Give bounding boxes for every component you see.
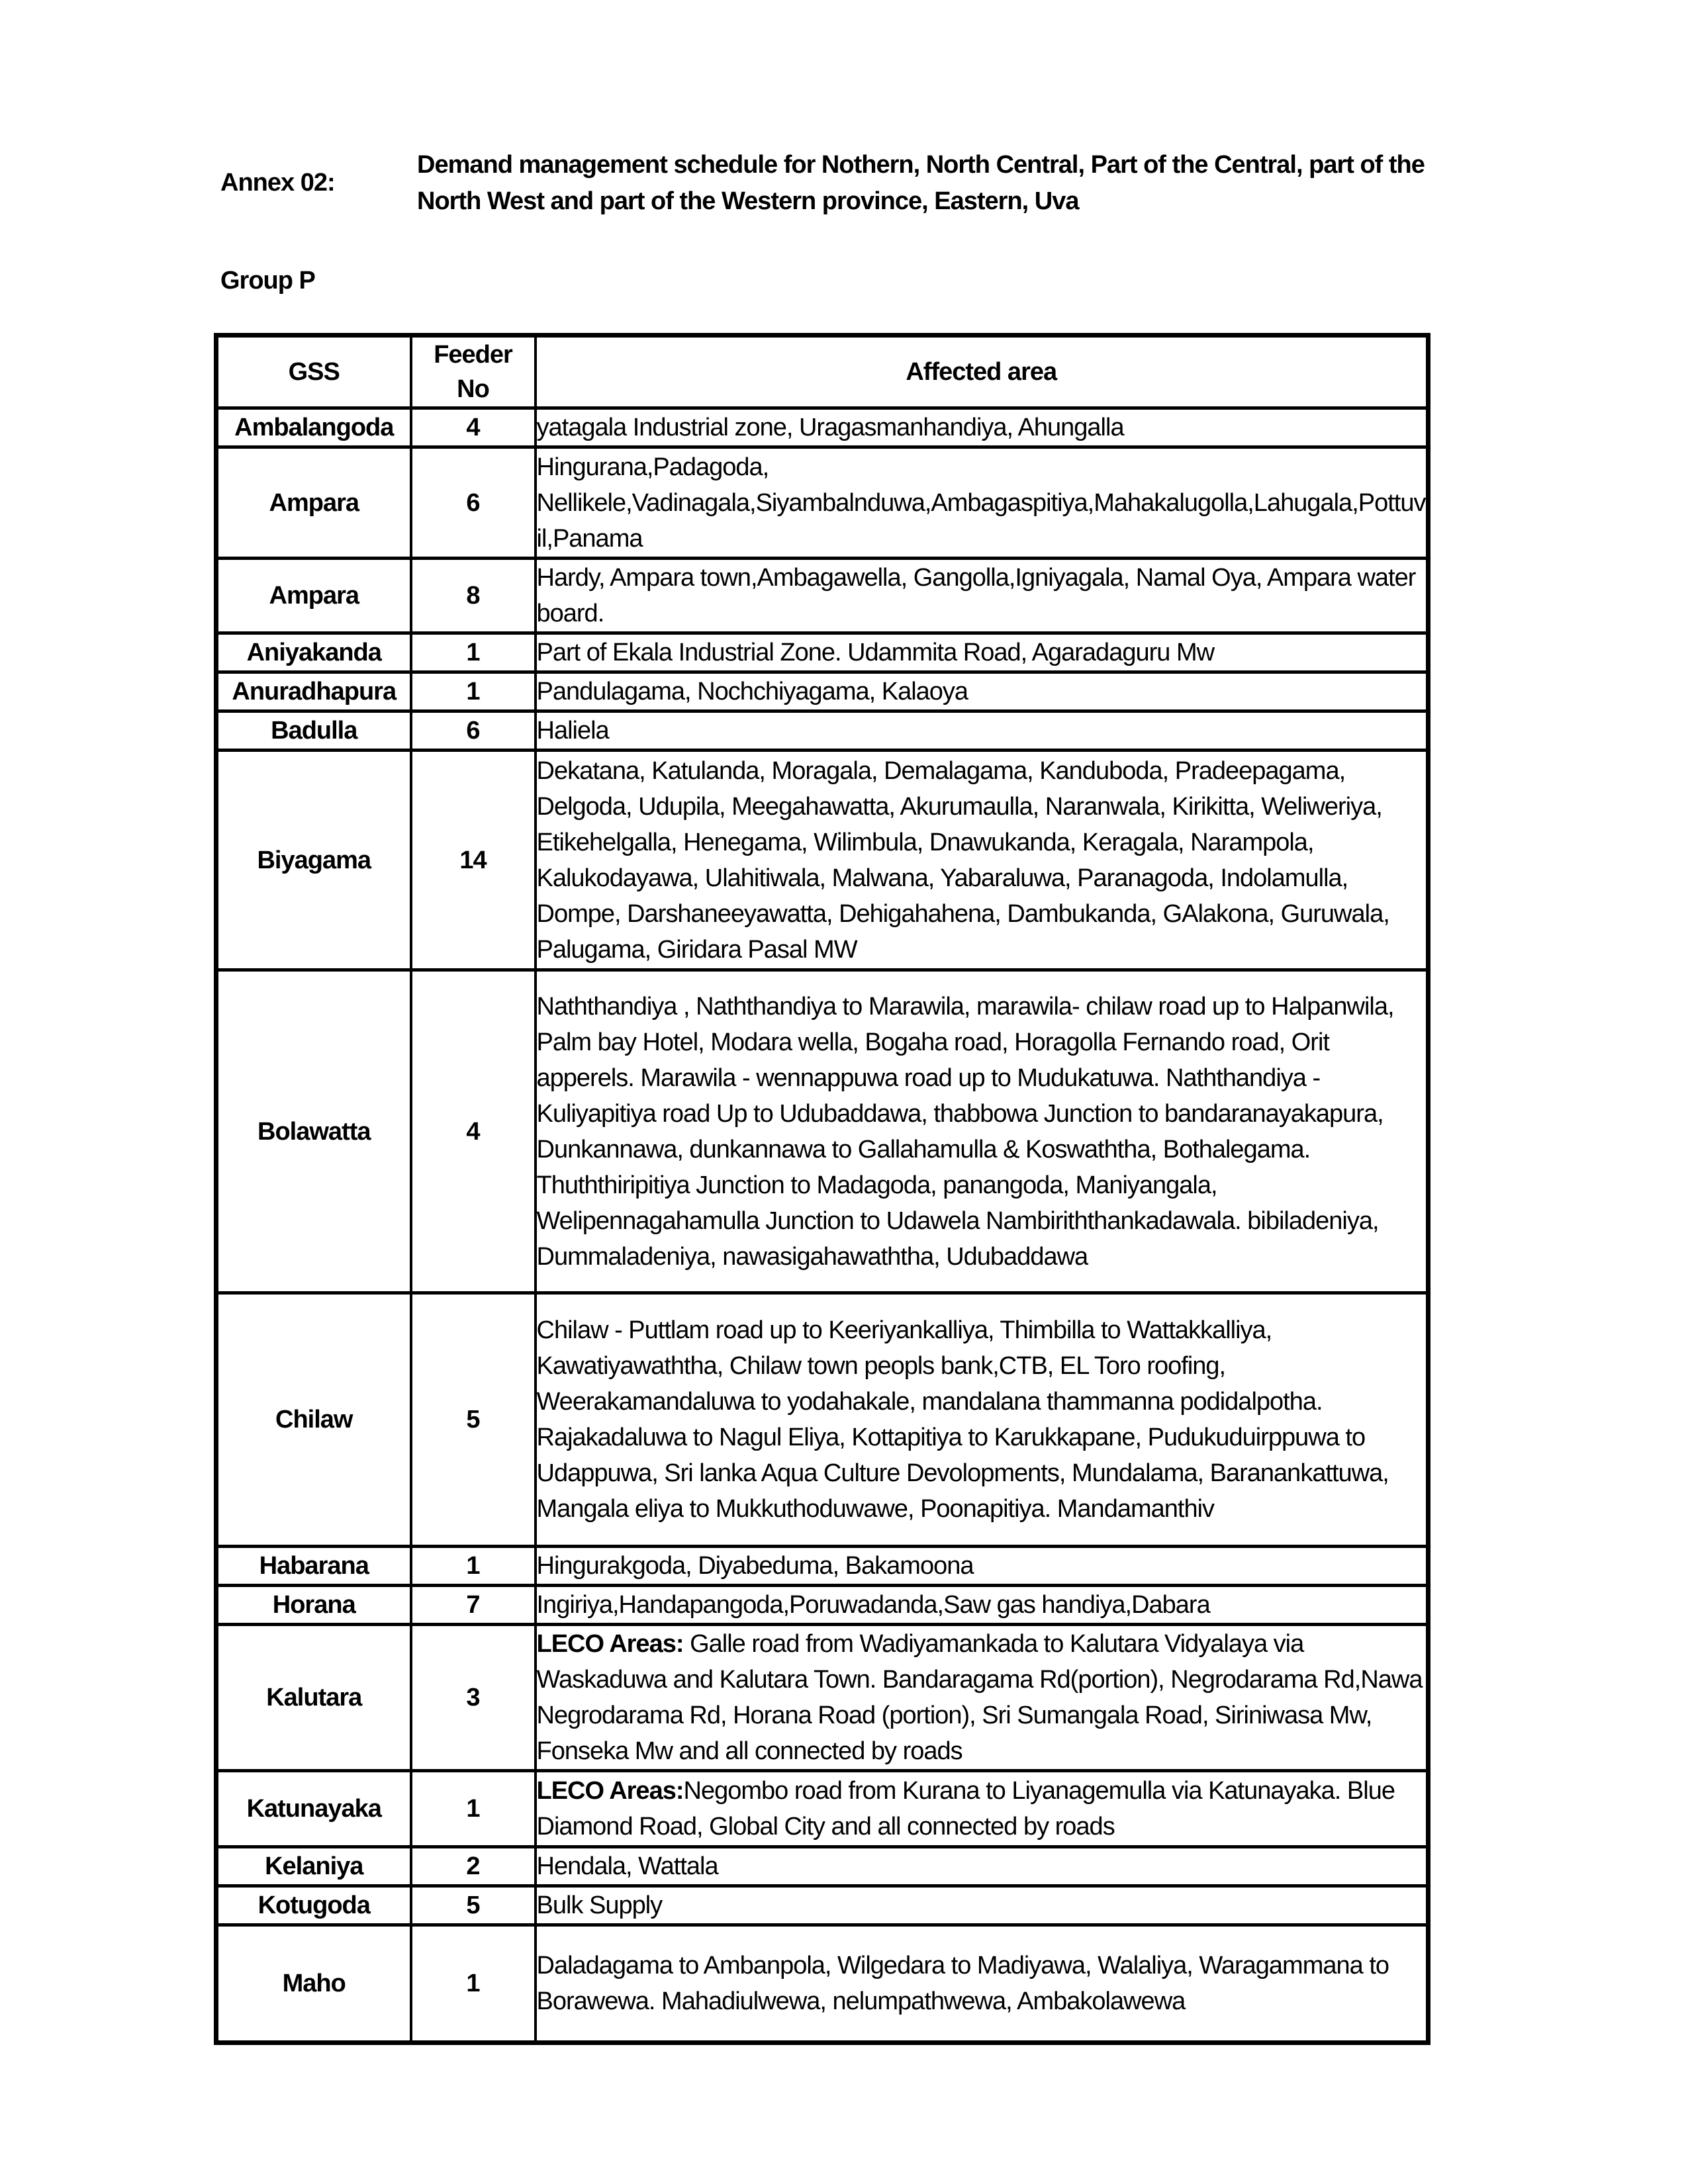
feeder-no-cell: 5 [411, 1886, 536, 1925]
affected-area-cell [536, 633, 1429, 672]
gss-cell: Ampara [216, 559, 411, 633]
area-text: Hardy, Ampara town,Ambagawella, Gangolla,Igniyagala, Namal Oya, Ampara water board. [536, 564, 1416, 627]
area-text: Haliela [536, 717, 609, 745]
affected-area-cell [536, 1293, 1429, 1547]
table-row [216, 1771, 1429, 1847]
gss-cell: Ambalangoda [216, 408, 411, 447]
feeder-no-cell: 8 [411, 559, 536, 633]
affected-area-cell [536, 1547, 1429, 1586]
affected-area-cell [536, 1925, 1429, 2043]
feeder-no-cell: 1 [411, 1771, 536, 1847]
table-body [216, 408, 1429, 2043]
table-row [216, 1886, 1429, 1925]
area-text: Hendala, Wattala [536, 1852, 718, 1880]
table-row [216, 711, 1429, 751]
table-row [216, 1586, 1429, 1625]
area-text: Daladagama to Ambanpola, Wilgedara to Madiyawa, Walaliya, Waragammana to Borawewa. Mahadiulwewa, nelumpathwewa, Ambakolawewa [536, 1952, 1389, 2015]
table-row [216, 1547, 1429, 1586]
area-text: Negombo road from Kurana to Liyanagemulla via Katunayaka. Blue Diamond Road, Global City and all connected by roads [536, 1777, 1395, 1841]
gss-cell: Anuradhapura [216, 672, 411, 711]
document-title: Demand management schedule for Nothern, North Central, Part of the Central, part of the North West and part of the Western province, Eastern, Uva [417, 151, 1425, 215]
feeder-no-cell: 1 [411, 1547, 536, 1586]
gss-cell: Badulla [216, 711, 411, 751]
feeder-no-cell: 1 [411, 672, 536, 711]
gss-cell: Kotugoda [216, 1886, 411, 1925]
table-row [216, 1293, 1429, 1547]
area-text: yatagala Industrial zone, Uragasmanhandiya, Ahungalla [536, 414, 1124, 441]
gss-cell: Bolawatta [216, 970, 411, 1293]
table-row [216, 408, 1429, 447]
gss-cell: Kelaniya [216, 1847, 411, 1886]
affected-area-cell [536, 711, 1429, 751]
area-text: Dekatana, Katulanda, Moragala, Demalagama, Kanduboda, Pradeepagama, Delgoda, Udupila, Meegahawatta, Akurumaulla, Naranwala, Kirikitta, Weliweriya, Etikehelgalla, Henegama, Wilimbula, Dnawukanda, Keragala, Narampola, Kalukodayawa, Ulahitiwala, Malwana, Yabaraluwa, Paranagoda, Indolamulla, Dompe, Darshaneeyawatta, Dehigahahena, Dambukanda, GAlakona, Guruwala, Palugama, Giridara Pasal MW [536, 756, 1389, 964]
feeder-no-cell: 6 [411, 447, 536, 559]
table-row [216, 970, 1429, 1293]
affected-area-cell [536, 447, 1429, 559]
affected-area-cell [536, 559, 1429, 633]
table-row [216, 633, 1429, 672]
table-row [216, 447, 1429, 559]
affected-area-cell [536, 672, 1429, 711]
header-feeder-no [411, 336, 536, 408]
affected-area-cell [536, 1886, 1429, 1925]
table-header-row [216, 336, 1429, 408]
header-affected-area: Affected area [536, 336, 1429, 408]
table-row [216, 1847, 1429, 1886]
area-prefix: LECO Areas: [536, 1777, 684, 1805]
area-text: Bulk Supply [536, 1891, 663, 1919]
affected-area-cell [536, 1625, 1429, 1771]
area-text: Part of Ekala Industrial Zone. Udammita Road, Agaradaguru Mw [536, 639, 1215, 666]
gss-cell: Habarana [216, 1547, 411, 1586]
affected-area-cell [536, 1771, 1429, 1847]
gss-cell: Maho [216, 1925, 411, 2043]
gss-cell: Biyagama [216, 751, 411, 970]
table-row [216, 1625, 1429, 1771]
gss-cell: Ampara [216, 447, 411, 559]
feeder-no-cell: 1 [411, 633, 536, 672]
area-text: Pandulagama, Nochchiyagama, Kalaoya [536, 678, 968, 705]
feeder-no-cell: 7 [411, 1586, 536, 1625]
area-text: Chilaw - Puttlam road up to Keeriyankalliya, Thimbilla to Wattakkalliya, Kawatiyawaththa, Chilaw town peopls bank,CTB, EL Toro roofing, Weerakamandaluwa to yodahakale, mandalana thammanna podidalpotha. Rajakadaluwa to Nagul Eliya, Kottapitiya to Karukkapane, Pudukuduirppuwa to Udappuwa, Sri lanka Aqua Culture Devolopments, Mundalama, Baranankattuwa, Mangala eliya to Mukkuthoduwawe, Poonapitiya. Mandamanthiv [536, 1316, 1389, 1523]
feeder-no-cell: 14 [411, 751, 536, 970]
gss-cell: Katunayaka [216, 1771, 411, 1847]
area-text: Ingiriya,Handapangoda,Poruwadanda,Saw gas handiya,Dabara [536, 1591, 1210, 1619]
area-text: Hingurakgoda, Diyabeduma, Bakamoona [536, 1552, 974, 1580]
gss-cell: Aniyakanda [216, 633, 411, 672]
affected-area-cell [536, 408, 1429, 447]
affected-area-cell [536, 970, 1429, 1293]
feeder-no-cell: 2 [411, 1847, 536, 1886]
area-prefix: LECO Areas: [536, 1630, 690, 1658]
group-label: Group P [220, 267, 315, 295]
affected-area-cell [536, 751, 1429, 970]
feeder-no-cell: 4 [411, 408, 536, 447]
header-feeder-no-label: Feeder No [434, 341, 512, 403]
feeder-no-cell: 5 [411, 1293, 536, 1547]
area-text: Galle road from Wadiyamankada to Kalutara Vidyalaya via Waskaduwa and Kalutara Town. Bandaragama Rd(portion), Negrodarama Rd,Nawa Negrodarama Rd, Horana Road (portion), Sri Sumangala Road, Siriniwasa Mw, Fonseka Mw and all connected by roads [536, 1630, 1423, 1765]
gss-cell: Chilaw [216, 1293, 411, 1547]
feeder-no-cell: 3 [411, 1625, 536, 1771]
table-row [216, 559, 1429, 633]
feeder-no-cell: 6 [411, 711, 536, 751]
gss-cell: Horana [216, 1586, 411, 1625]
affected-area-cell [536, 1586, 1429, 1625]
gss-cell: Kalutara [216, 1625, 411, 1771]
table-row [216, 672, 1429, 711]
demand-schedule-table [214, 333, 1430, 2045]
area-text: Hingurana,Padagoda, Nellikele,Vadinagala,Siyambalnduwa,Ambagaspitiya,Mahakalugolla,Lahugala,Pottuvil,Panama [536, 453, 1426, 553]
annex-label: Annex 02: [220, 169, 335, 197]
affected-area-cell [536, 1847, 1429, 1886]
header-gss: GSS [216, 336, 411, 408]
feeder-no-cell: 1 [411, 1925, 536, 2043]
table-row [216, 1925, 1429, 2043]
feeder-no-cell: 4 [411, 970, 536, 1293]
table-row [216, 751, 1429, 970]
area-text: Naththandiya , Naththandiya to Marawila, marawila- chilaw road up to Halpanwila, Palm bay Hotel, Modara wella, Bogaha road, Horagolla Fernando road, Orit apperels. Marawila - wennappuwa road up to Mudukatuwa. Naththandiya - Kuliyapitiya road Up to Udubaddawa, thabbowa Junction to bandaranayakapura, Dunkannawa, dunkannawa to Gallahamulla & Koswaththa, Bothalegama. Thuththiripitiya Junction to Madagoda, panangoda, Maniyangala, Welipennagahamulla Junction to Udawela Nambiriththankadawala. bibiladeniya, Dummaladeniya, nawasigahawaththa, Udubaddawa [536, 992, 1394, 1271]
